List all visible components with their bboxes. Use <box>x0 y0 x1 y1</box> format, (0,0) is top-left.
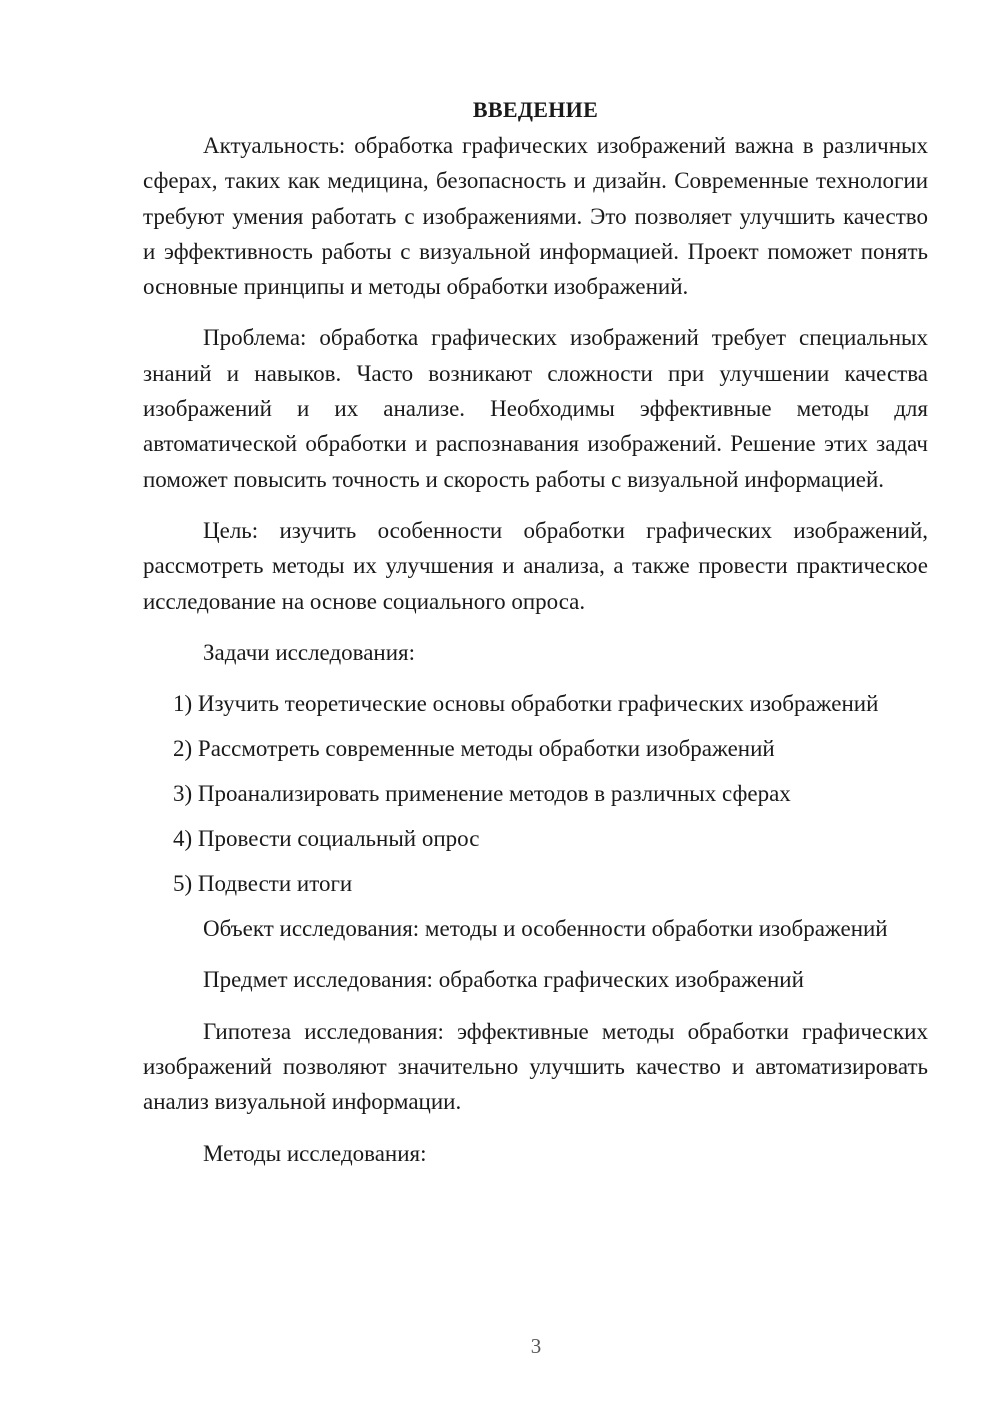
paragraph-methods: Методы исследования: <box>203 1140 427 1166</box>
document-body <box>143 94 928 1187</box>
page-title: ВВЕДЕНИЕ <box>472 97 599 122</box>
task-item-5: 5) Подвести итоги <box>173 871 353 897</box>
paragraph-goal: Цель: изучить особенности обработки графических изображений, рассмотреть методы их улучшения и анализа, а также провести практическое исследование на основе социального опроса. <box>143 517 928 614</box>
paragraph-relevance: Актуальность: обработка графических изображений важна в различных сферах, таких как медицина, безопасность и дизайн. Современные технологии требуют умения работать с изображениями. Это позволяет улучшить качество и эффективность работы с визуальной информацией. Проект поможет понять основные принципы и методы обработки изображений. <box>143 133 928 300</box>
task-item-2: 2) Рассмотреть современные методы обработки изображений <box>173 736 775 762</box>
paragraph-problem: Проблема: обработка графических изображений требует специальных знаний и навыков. Часто возникают сложности при улучшении качества изображений и их анализе. Необходимы эффективные методы для автоматической обработки и распознавания изображений. Решение этих задач поможет повысить точность и скорость работы с визуальной информацией. <box>143 325 928 492</box>
task-item-3: 3) Проанализировать применение методов в различных сферах <box>173 781 791 807</box>
page-number: 3 <box>530 1334 542 1358</box>
paragraph-hypothesis: Гипотеза исследования: эффективные методы обработки графических изображений позволяют значительно улучшить качество и автоматизировать анализ визуальной информации. <box>143 1018 928 1115</box>
paragraph-object: Объект исследования: методы и особенности обработки изображений <box>203 916 888 942</box>
task-item-1: 1) Изучить теоретические основы обработки графических изображений <box>173 691 879 717</box>
paragraph-tasks-intro: Задачи исследования: <box>203 639 416 665</box>
paragraph-subject: Предмет исследования: обработка графических изображений <box>203 967 804 993</box>
task-item-4: 4) Провести социальный опрос <box>173 826 480 852</box>
